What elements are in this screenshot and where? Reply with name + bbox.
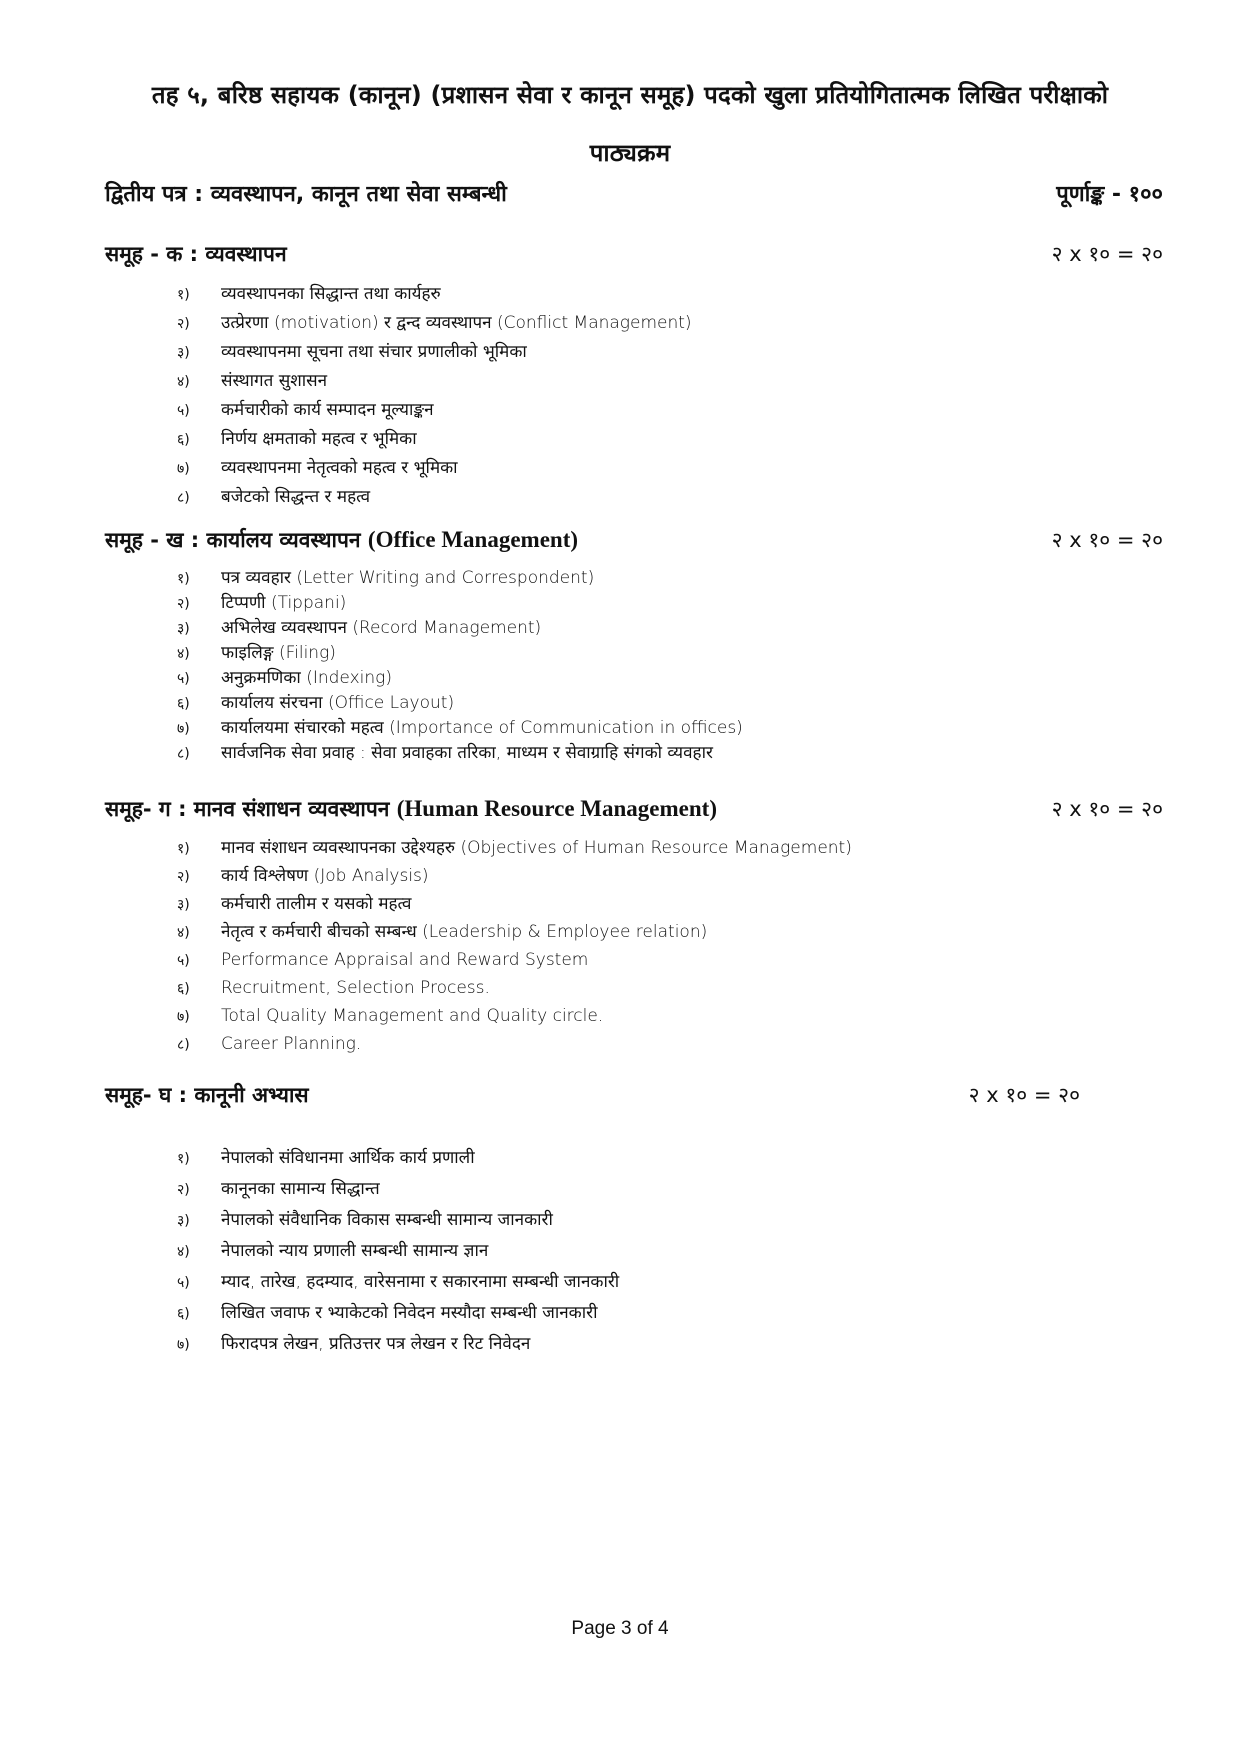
item-text: व्यवस्थापनमा सूचना तथा संचार प्रणालीको भूमिका [221,342,527,362]
item-number: २) [177,316,190,332]
item-number: ५) [177,403,190,419]
section-marks: २ x १० = २० [1051,797,1163,821]
item-number: ४) [177,1244,190,1260]
item-text: नेपालको न्याय प्रणाली सम्बन्धी सामान्य ज्ञान [221,1241,489,1261]
item-number: ३) [177,1213,190,1229]
syllabus-item [105,566,1163,591]
syllabus-item [105,641,1163,666]
syllabus-item [105,338,1163,367]
item-number: ४) [177,374,190,390]
syllabus-item [105,367,1163,396]
item-number: ४) [177,925,190,941]
item-number: ३) [177,345,190,361]
section-ga [105,795,1163,1059]
item-text: संस्थागत सुशासन [221,371,328,391]
item-number: १) [177,571,190,587]
item-number: ७) [177,1337,190,1353]
item-text: मानव संशाधन व्यवस्थापनका उद्देश्यहरु (Objectives of Human Resource Management) [221,838,852,858]
item-text: कर्मचारीको कार्य सम्पादन मूल्याङ्कन [221,400,434,420]
item-text: नेपालको संविधानमा आर्थिक कार्य प्रणाली [221,1148,475,1168]
syllabus-item [105,891,1163,919]
section-heading [105,240,1163,280]
syllabus-item [105,835,1163,863]
section-title-english: (Office Management) [367,527,579,552]
item-text: पत्र व्यवहार (Letter Writing and Correspondent) [221,568,595,588]
syllabus-item [105,591,1163,616]
item-number: ७) [177,721,190,737]
section-title: समूह - ख : कार्यालय व्यवस्थापन [105,528,361,552]
item-number: २) [177,1182,190,1198]
item-number: ५) [177,1275,190,1291]
syllabus-item [105,975,1163,1003]
syllabus-item [105,483,1163,512]
syllabus-item [105,1003,1163,1031]
item-number: १) [177,841,190,857]
item-text: अभिलेख व्यवस्थापन (Record Management) [221,618,542,638]
syllabus-item [105,1205,1163,1236]
section-title-english: (Human Resource Management) [396,796,717,821]
page-number: Page 3 of 4 [571,1618,669,1639]
item-text: बजेटको सिद्धन्त र महत्व [221,487,371,507]
item-number: १) [177,1151,190,1167]
section-marks: २ x १० = २० [968,1083,1080,1107]
item-number: ५) [177,953,190,969]
section-title: समूह- ग : मानव संशाधन व्यवस्थापन [105,797,390,821]
syllabus-item [105,425,1163,454]
section-ka [105,240,1163,512]
item-text: फाइलिङ्ग (Filing) [221,643,336,663]
syllabus-item [105,1298,1163,1329]
section-kha [105,526,1163,766]
syllabus-item [105,616,1163,641]
syllabus-item [105,309,1163,338]
paper-header [105,178,1163,208]
item-text: कार्यालयमा संचारको महत्व (Importance of Communication in offices) [221,718,743,738]
item-number: ५) [177,671,190,687]
item-number: ८) [177,490,190,506]
item-text: Career Planning. [221,1034,362,1054]
item-number: ६) [177,696,190,712]
section-item-list [105,280,1163,512]
item-text: उत्प्रेरणा (motivation) र द्वन्द व्यवस्थापन (Conflict Management) [221,313,692,333]
item-text: कार्यालय संरचना (Office Layout) [221,693,455,713]
section-gha [105,1081,1163,1360]
section-heading [105,795,1163,835]
item-number: १) [177,287,190,303]
item-number: ७) [177,1009,190,1025]
item-text: Recruitment, Selection Process. [221,978,490,998]
item-text: व्यवस्थापनमा नेतृत्वको महत्व र भूमिका [221,458,458,478]
section-item-list [105,1143,1163,1360]
title-line-1: तह ५, बरिष्ठ सहायक (कानून) (प्रशासन सेवा र कानून समूह) पदको खुला प्रतियोगितात्मक लिखित परीक्षाको [151,81,1109,109]
syllabus-item [105,1236,1163,1267]
syllabus-item [105,716,1163,741]
item-number: ३) [177,897,190,913]
item-text: फिरादपत्र लेखन, प्रतिउत्तर पत्र लेखन र रिट निवेदन [221,1334,531,1354]
syllabus-item [105,947,1163,975]
document-title [90,66,1170,182]
section-marks: २ x १० = २० [1051,528,1163,552]
item-text: कर्मचारी तालीम र यसको महत्व [221,894,412,914]
title-line-2: पाठ्यक्रम [589,139,671,167]
syllabus-item [105,1267,1163,1298]
item-number: २) [177,596,190,612]
item-number: ६) [177,981,190,997]
item-text: म्याद, तारेख, हदम्याद, वारेसनामा र सकारनामा सम्बन्धी जानकारी [221,1272,620,1292]
item-number: ७) [177,461,190,477]
syllabus-item [105,1031,1163,1059]
item-number: ३) [177,621,190,637]
item-text: Total Quality Management and Quality circle. [221,1006,604,1026]
syllabus-item [105,863,1163,891]
syllabus-item [105,280,1163,309]
syllabus-item [105,666,1163,691]
syllabus-item [105,396,1163,425]
item-text: नेतृत्व र कर्मचारी बीचको सम्बन्ध (Leadership & Employee relation) [221,922,708,942]
item-number: ४) [177,646,190,662]
syllabus-item [105,1174,1163,1205]
item-number: २) [177,869,190,885]
item-number: ८) [177,1037,190,1053]
item-text: व्यवस्थापनका सिद्धान्त तथा कार्यहरु [221,284,441,304]
section-item-list [105,566,1163,766]
section-title: समूह - क : व्यवस्थापन [105,242,287,266]
item-text: Performance Appraisal and Reward System [221,950,589,970]
item-text: कार्य विश्लेषण (Job Analysis) [221,866,429,886]
item-text: कानूनका सामान्य सिद्धान्त [221,1179,380,1199]
section-marks: २ x १० = २० [1051,242,1163,266]
syllabus-item [105,741,1163,766]
syllabus-item [105,1329,1163,1360]
section-title: समूह- घ : कानूनी अभ्यास [105,1083,309,1107]
section-heading [105,526,1163,566]
syllabus-item [105,691,1163,716]
item-text: निर्णय क्षमताको महत्व र भूमिका [221,429,417,449]
full-marks: पूर्णाङ्क - १०० [1056,182,1163,207]
syllabus-item [105,454,1163,483]
item-number: ८) [177,746,190,762]
item-text: टिप्पणी (Tippani) [221,593,347,613]
item-text: लिखित जवाफ र भ्याकेटको निवेदन मस्यौदा सम्बन्धी जानकारी [221,1303,598,1323]
item-text: नेपालको संवैधानिक विकास सम्बन्धी सामान्य जानकारी [221,1210,553,1230]
item-number: ६) [177,432,190,448]
item-text: अनुक्रमणिका (Indexing) [221,668,392,688]
syllabus-item [105,919,1163,947]
item-text: सार्वजनिक सेवा प्रवाह : सेवा प्रवाहका तरिका, माध्यम र सेवाग्राहि संगको व्यवहार [221,743,713,763]
item-number: ६) [177,1306,190,1322]
paper-title: द्वितीय पत्र : व्यवस्थापन, कानून तथा सेवा सम्बन्धी [105,182,507,207]
section-item-list [105,835,1163,1059]
syllabus-item [105,1143,1163,1174]
section-heading [105,1081,1080,1143]
